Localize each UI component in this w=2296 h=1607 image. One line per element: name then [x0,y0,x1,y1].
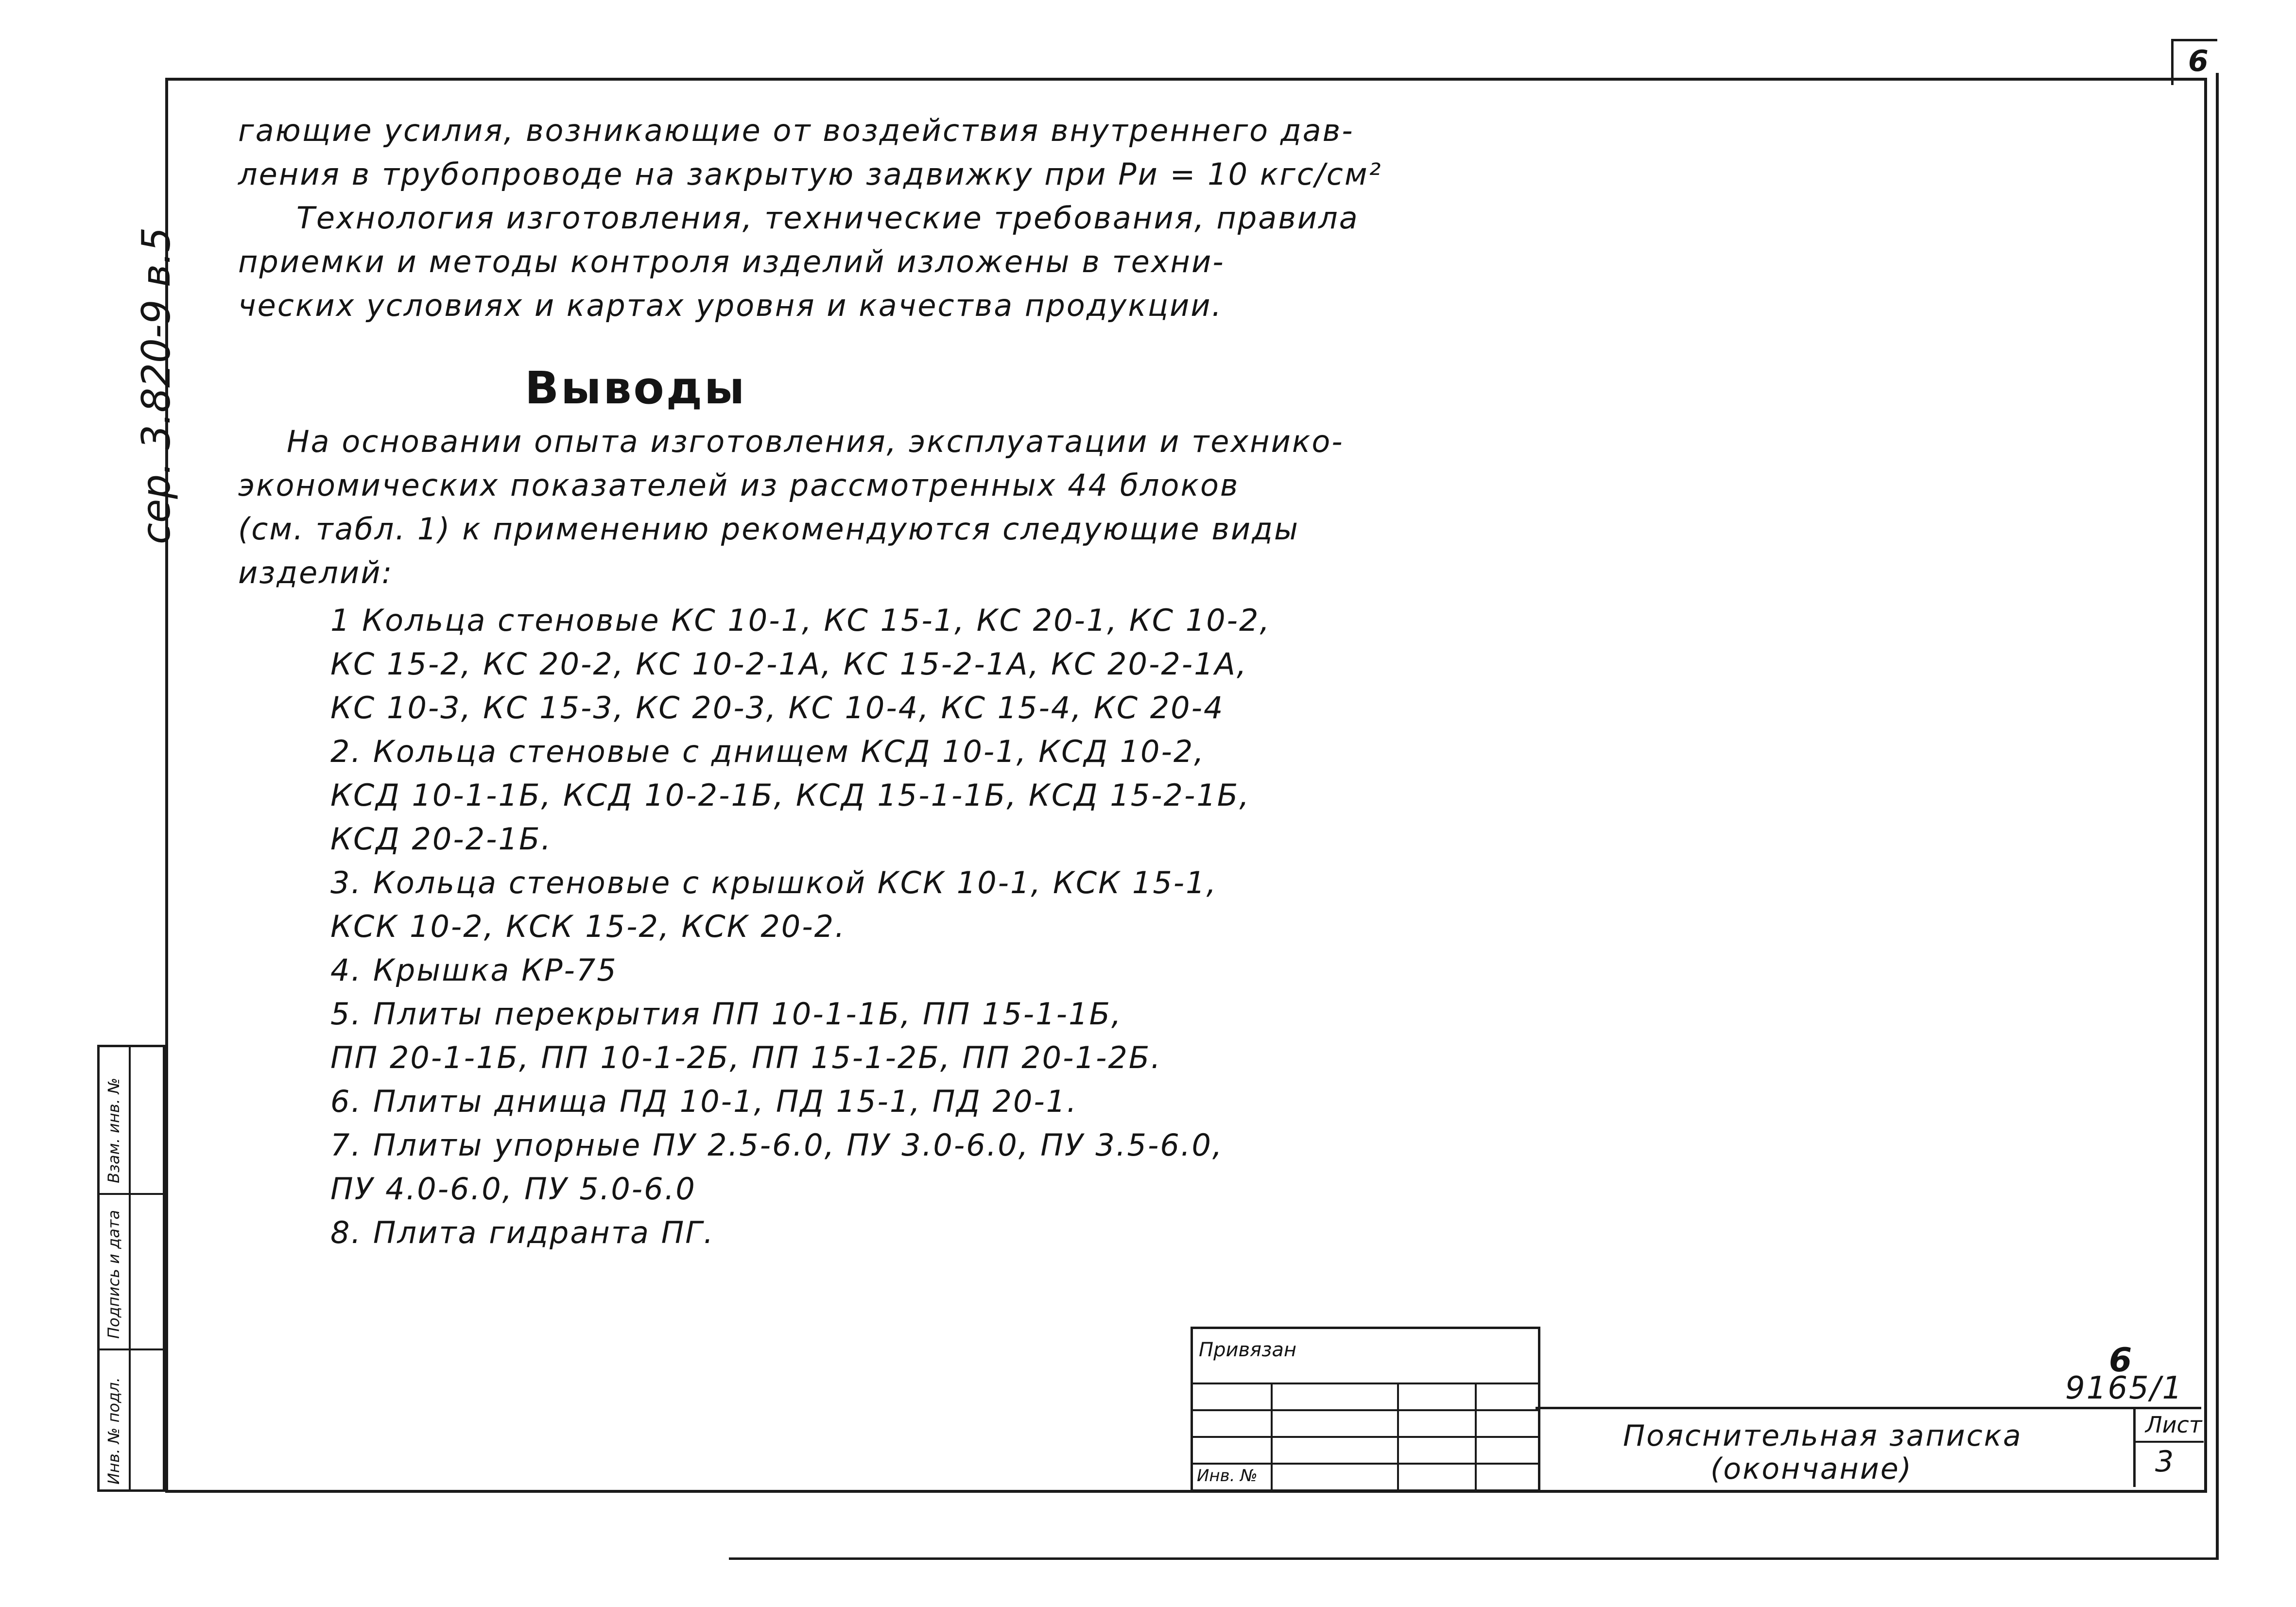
attachment-col-line [1475,1382,1477,1489]
paragraph-line: ческих условиях и картах уровня и качества продукции. [238,288,1223,323]
list-item: КС 15-2, КС 20-2, КС 10-2-1А, КС 15-2-1А, КС 20-2-1А, [330,646,1248,682]
sheet-label: Лист [2145,1412,2202,1438]
section-heading: Выводы [525,362,747,414]
paragraph-line: Технология изготовления, технические требования, правила [296,200,1359,236]
conclusion-line: экономических показателей из рассмотренных 44 блоков [238,467,1240,503]
attachment-row-line [1193,1382,1538,1384]
title-block [1536,1407,2201,1489]
album-code: 9165/1 [2065,1370,2184,1406]
list-item: 3. Кольца стеновые с крышкой КСК 10-1, КСК 15-1, [330,865,1218,900]
stamp-replace-inv: Взам. инв. № [104,1077,123,1183]
conclusion-line: На основании опыта изготовления, эксплуатации и технико- [287,424,1344,459]
list-item: КСД 10-1-1Б, КСД 10-2-1Б, КСД 15-1-1Б, КСД 15-2-1Б, [330,778,1251,813]
conclusion-line: изделий: [238,555,394,590]
list-item: ПП 20-1-1Б, ПП 10-1-2Б, ПП 15-1-2Б, ПП 20-1-2Б. [330,1040,1162,1075]
list-item: 4. Крышка КР-75 [330,952,618,988]
sheet-cell-divider [2136,1441,2204,1443]
stamp-divider [100,1348,163,1350]
list-item: КС 10-3, КС 15-3, КС 20-3, КС 10-4, КС 15-4, КС 20-4 [330,690,1225,726]
doc-title: Пояснительная записка [1623,1419,2022,1453]
inv-no-label: Инв. № [1197,1466,1258,1486]
list-item: КСК 10-2, КСК 15-2, КСК 20-2. [330,909,846,944]
paragraph-line: приемки и методы контроля изделий изложены в техни- [238,244,1225,279]
attachment-col-line [1271,1382,1273,1489]
conclusion-line: (см. табл. 1) к применению рекомендуются следующие виды [238,511,1299,547]
list-item: 2. Кольца стеновые с днищем КСД 10-1, КСД 10-2, [330,734,1206,769]
stamp-column [97,1045,165,1492]
stamp-divider [129,1047,131,1489]
page-number: 6 [2109,1341,2134,1380]
sheet-value: 3 [2155,1445,2174,1479]
list-item: 8. Плита гидранта ПГ. [330,1215,715,1250]
attachment-col-line [1397,1382,1399,1489]
paragraph-line: гающие усилия, возникающие от воздействия внутреннего дав- [238,113,1354,148]
list-item: КСД 20-2-1Б. [330,821,552,857]
series-code: сер. 3.820-9 в.5 [134,227,179,544]
doc-subtitle: (окончание) [1710,1452,1913,1486]
list-item: 6. Плиты днища ПД 10-1, ПД 15-1, ПД 20-1. [330,1084,1078,1119]
list-item: 5. Плиты перекрытия ПП 10-1-1Б, ПП 15-1-1Б, [330,996,1122,1032]
attachment-block [1191,1327,1540,1492]
sheet-corner-number: 6 [2188,44,2209,78]
outer-edge-bottom [729,1557,2219,1560]
outer-edge-right [2216,73,2219,1560]
paragraph-line: ления в трубопроводе на закрытую задвижку при Pи = 10 кгс/см² [238,156,1382,192]
sheet-corner-box [2171,39,2217,85]
attached-label: Привязан [1199,1339,1297,1361]
stamp-sign-date: Подпись и дата [104,1210,123,1339]
stamp-divider [100,1193,163,1195]
list-item: ПУ 4.0-6.0, ПУ 5.0-6.0 [330,1171,696,1207]
attachment-row-line [1193,1436,1538,1438]
attachment-row-line [1193,1463,1538,1465]
attachment-row-line [1193,1409,1538,1411]
sheet-cell [2133,1407,2204,1487]
stamp-inv-orig: Инв. № подл. [104,1377,123,1485]
list-item: 7. Плиты упорные ПУ 2.5-6.0, ПУ 3.0-6.0, ПУ 3.5-6.0, [330,1127,1224,1163]
list-item: 1 Кольца стеновые КС 10-1, КС 15-1, КС 20-1, КС 10-2, [330,603,1271,638]
